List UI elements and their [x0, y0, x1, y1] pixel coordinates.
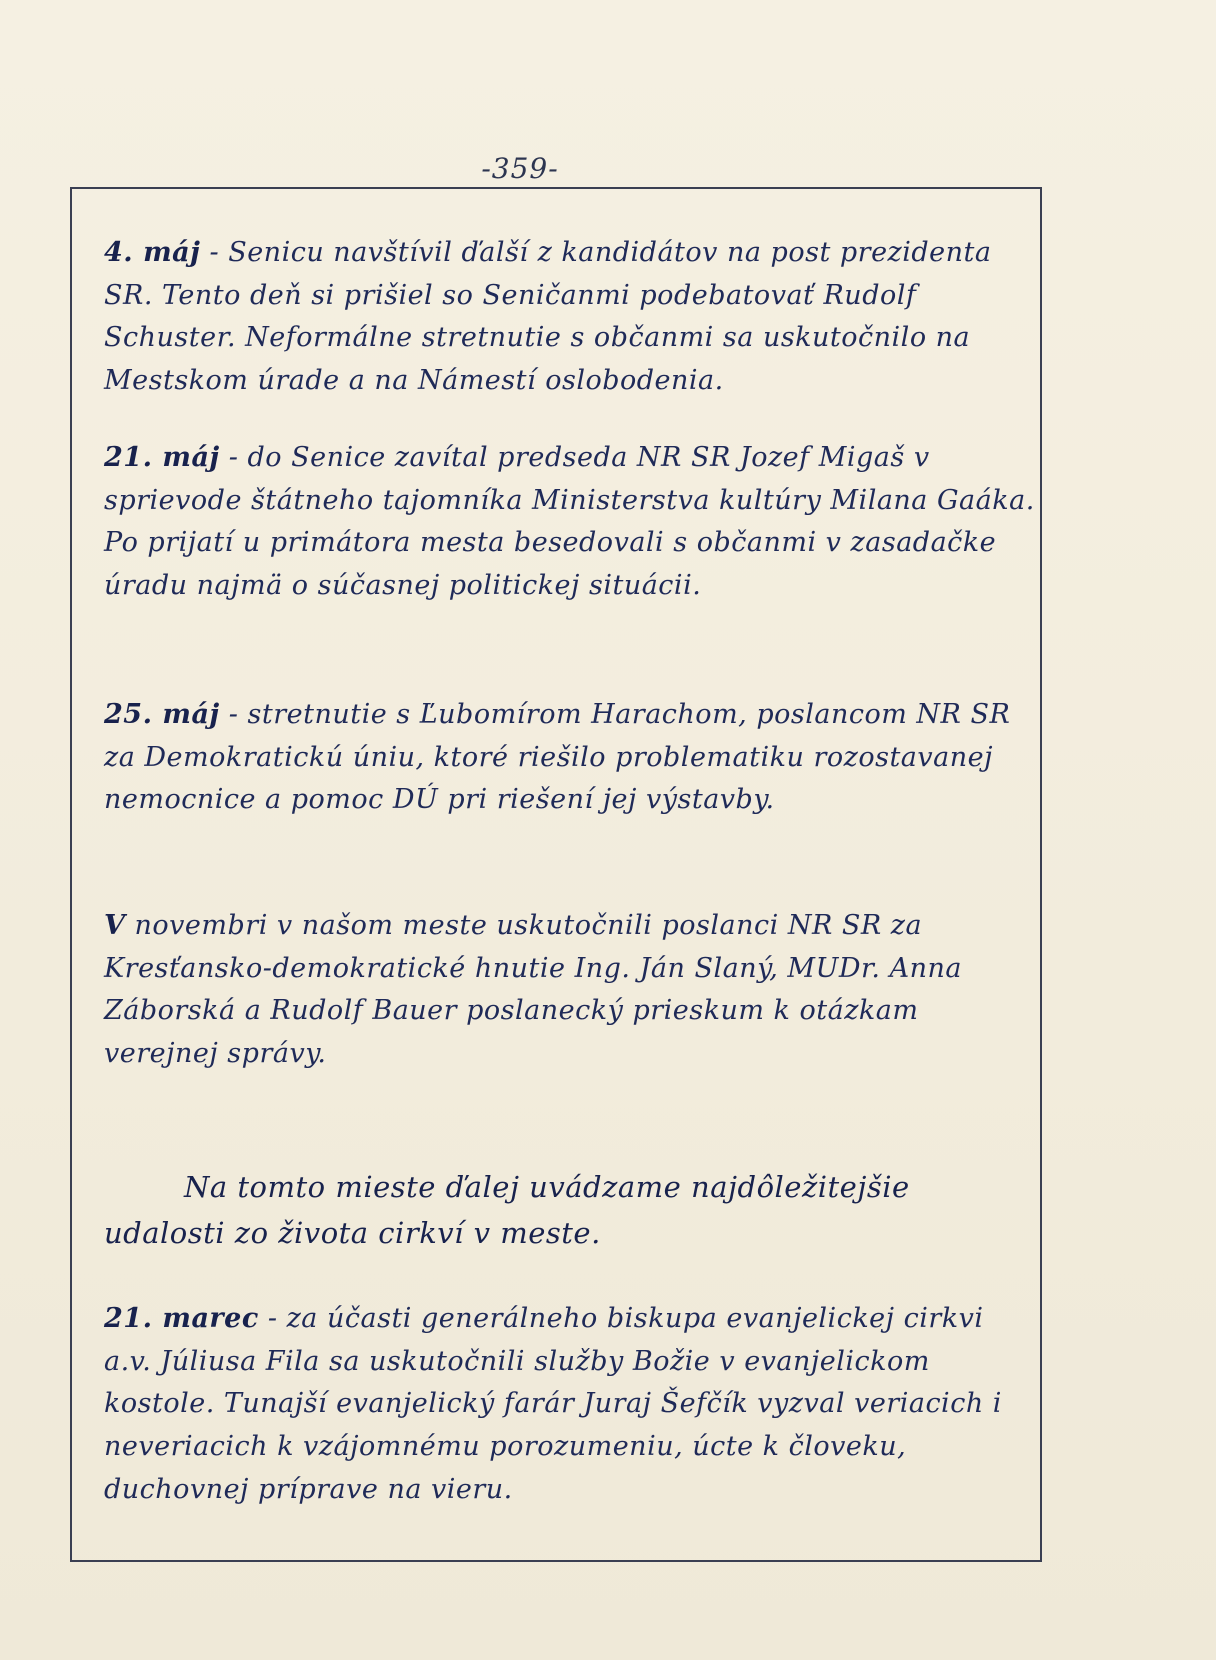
- chronicle-entry: [104, 232, 1038, 403]
- entry-date: 21. marec: [104, 1303, 259, 1334]
- chronicle-entry: [104, 905, 1038, 1076]
- chronicle-entry: [104, 1298, 1038, 1511]
- entry-date: 25. máj: [104, 699, 220, 730]
- section-heading: Na tomto mieste ďalej uvádzame najdôležitejšie udalosti zo života cirkví v meste.: [104, 1170, 910, 1251]
- entry-text: - stretnutie s Ľubomírom Harachom, poslancom NR SR za Demokratickú úniu, ktoré riešilo problematiku rozostavanej nemocnice a pomoc DÚ pri riešení jej výstavby.: [104, 699, 1011, 816]
- entry-text: novembri v našom meste uskutočnili poslanci NR SR za Kresťansko-demokratické hnutie Ing. Ján Slaný, MUDr. Anna Záborská a Rudolf Bauer poslanecký prieskum k otázkam verejnej správy.: [104, 910, 962, 1069]
- entry-text: - za účasti generálneho biskupa evanjelickej cirkvi a.v. Júliusa Fila sa uskutočnili služby Božie v evanjelickom kostole. Tunajší evanjelický farár Juraj Šefčík vyzval veriacich i neveriacich k vzájomnému porozumeniu, úcte k človeku, duchovnej príprave na vieru.: [104, 1303, 1002, 1505]
- chronicle-entry: [104, 437, 1038, 608]
- entry-date: V: [104, 910, 126, 941]
- entry-date: 4. máj: [104, 237, 201, 268]
- entry-text: - do Senice zavítal predseda NR SR Jozef Migaš v sprievode štátneho tajomníka Ministerstva kultúry Milana Gaáka. Po prijatí u primátora mesta besedovali s občanmi v zasadačke úradu najmä o súčasnej politickej situácii.: [104, 442, 1035, 601]
- chronicle-entry: [104, 694, 1038, 822]
- page-number: -359-: [481, 152, 559, 185]
- entry-text: - Senicu navštívil ďalší z kandidátov na post prezidenta SR. Tento deň si prišiel so Seničanmi podebatovať Rudolf Schuster. Neformálne stretnutie s občanmi sa uskutočnilo na Mestskom úrade a na Námestí oslobodenia.: [104, 237, 992, 396]
- entry-date: 21. máj: [104, 442, 220, 473]
